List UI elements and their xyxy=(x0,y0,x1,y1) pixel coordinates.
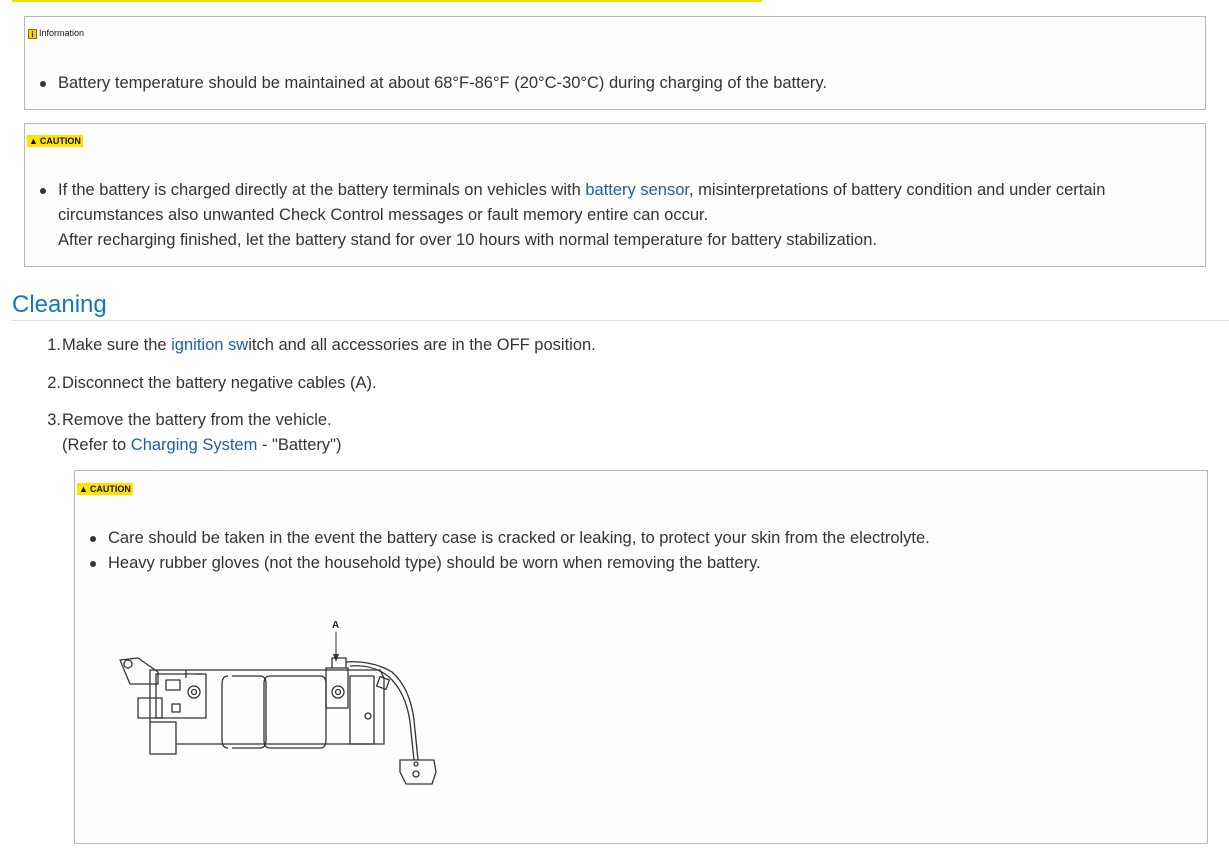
caution-text-line: circumstances also unwanted Check Control messages or fault memory entire can occur. xyxy=(58,206,709,224)
information-badge-label: Information xyxy=(39,28,85,38)
section-title: Cleaning xyxy=(12,291,107,318)
warning-triangle-icon: ▲ xyxy=(79,483,88,494)
info-icon: i xyxy=(28,29,37,39)
caution-badge xyxy=(77,483,133,495)
battery-diagram xyxy=(110,612,450,802)
caution-list xyxy=(88,526,930,576)
caution-text-line: After recharging finished, let the battery stand for over 10 hours with normal temperature for battery stabilization. xyxy=(58,231,877,249)
step-number: 1. xyxy=(47,336,61,354)
step-text: Disconnect the battery negative cables (A). xyxy=(62,374,377,392)
step-text: Remove the battery from the vehicle. xyxy=(62,411,332,429)
battery-sensor-link[interactable]: battery sensor xyxy=(585,181,689,199)
information-box xyxy=(24,16,1206,110)
step-number: 2. xyxy=(47,374,61,392)
caution-badge-label: CAUTION xyxy=(39,135,81,146)
caution-list xyxy=(38,178,1203,253)
list-item: Battery temperature should be maintained at about 68°F-86°F (20°C-30°C) during charging of the battery. xyxy=(38,71,827,96)
charging-system-link[interactable]: Charging System xyxy=(130,436,258,454)
information-badge xyxy=(28,28,84,39)
top-divider xyxy=(12,0,762,2)
section-divider xyxy=(12,320,1229,321)
warning-triangle-icon: ▲ xyxy=(29,135,38,146)
caution-box xyxy=(24,123,1206,267)
caution-text-part: , misinterpretations of battery condition and under certain xyxy=(688,181,1106,199)
caution-text-part: If the battery is charged directly at the battery terminals on vehicles with xyxy=(58,181,586,199)
ignition-switch-link[interactable]: ignition sw xyxy=(171,336,249,354)
step-text-part: itch and all accessories are in the OFF position. xyxy=(248,336,596,354)
reference-text-part: - "Battery") xyxy=(257,436,342,454)
caution-badge xyxy=(27,135,83,147)
list-item: Heavy rubber gloves (not the household type) should be worn when removing the battery. xyxy=(88,551,930,576)
list-item: Care should be taken in the event the battery case is cracked or leaking, to protect your skin from the electrolyte. xyxy=(88,526,930,551)
reference-text-part: (Refer to xyxy=(62,436,131,454)
caution-badge-label: CAUTION xyxy=(89,483,131,494)
step-text-part: Make sure the xyxy=(62,336,172,354)
step-text xyxy=(62,333,596,358)
callout-label-a: A xyxy=(332,620,340,631)
step-number: 3. xyxy=(47,411,61,429)
list-item xyxy=(38,178,1203,253)
step-3-reference xyxy=(62,433,342,458)
information-list xyxy=(38,71,827,96)
